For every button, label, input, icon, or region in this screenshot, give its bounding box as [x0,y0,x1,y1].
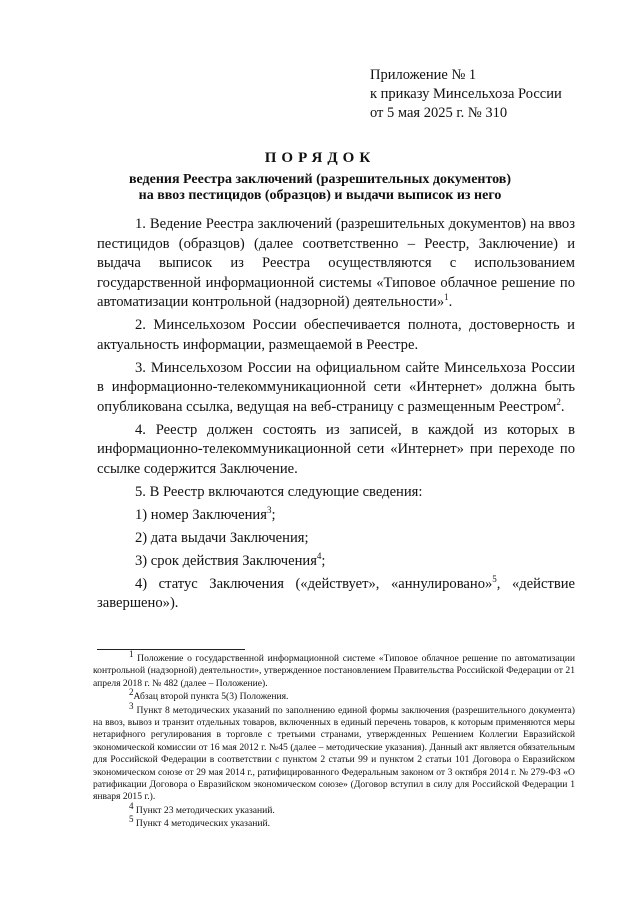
footnote-ref-1: 1 [444,292,449,303]
footnote-2 [93,687,575,703]
list-item-3-end: ; [321,552,326,569]
footnote-1 [93,648,575,690]
footnote-5 [93,814,575,830]
footnote-mark-4: 4 [129,800,134,811]
footnote-ref-4: 4 [316,550,322,561]
footnotes [93,648,575,832]
document-body [97,215,575,617]
list-item-4-text: 4) статус Заключения («действует», «аннулировано» [135,575,493,592]
document-subtitle-line-1: ведения Реестра заключений (разрешительных документов) [128,172,512,187]
list-item-2: 2) дата выдачи Заключения; [135,529,309,546]
footnote-2-text: Абзац второй пункта 5(3) Положения. [133,691,289,703]
list-item-3 [97,552,575,572]
paragraph-3 [97,359,575,418]
list-item-1-end: ; [271,506,276,523]
footnote-3-text: Пункт 8 методических указаний по заполнению единой формы заключения (разрешительного документа) на ввоз, вывоз и транзит отдельных товаров, включенных в единый перечень товаров, к которым применяются меры нетарифного регулирования в торговле с третьими странами, утвержденных Решением Коллегии Евразийской экономической комиссии от 16 мая 2012 г. №45 (далее – методические указания). Данный акт является обязательным для Российской Федерации в соответствии с пунктом 2 статьи 99 и пунктом 2 статьи 101 Договора о Евразийском экономическом союзе от 29 мая 2014 г., ратифицированного Федеральным законом от 3 октября 2014 г. № 279-ФЗ «О ратификации Договора о Евразийском экономическом союзе» (Договор вступил в силу для Российской Федерации 1 января 2015 г.). [93,704,575,803]
paragraph-1-text: 1. Ведение Реестра заключений (разрешительных документов) на ввоз пестицидов (образцов) (далее соответственно – Реестр, Заключение) и выдача выписок из Реестра осуществляются с использованием государственной информационной системы «Типовое облачное решение по автоматизации контрольной (надзорной) деятельности» [97,216,575,310]
appendix-line-1: Приложение № 1 [370,67,477,83]
footnote-mark-5: 5 [129,814,134,825]
paragraph-4: 4. Реестр должен состоять из записей, в каждой из которых в информационно-телекоммуникационной сети «Интернет» при переходе по ссылке содержится Заключение. [97,421,575,477]
footnote-5-text: Пункт 4 методических указаний. [135,818,271,830]
paragraph-3-text: 3. Минсельхозом России на официальном сайте Минсельхоза России в информационно-телекоммуникационной сети «Интернет» должна быть опубликована ссылка, ведущая на веб-страницу с размещенным Реестром [97,359,575,415]
footnote-ref-5: 5 [492,573,497,584]
document-subtitle-line-2: на ввоз пестицидов (образцов) и выдачи выписок из него [138,188,502,203]
appendix-line-3: от 5 мая 2025 г. № 310 [370,105,508,121]
paragraph-5: 5. В Реестр включаются следующие сведения: [135,483,423,500]
footnote-ref-2: 2 [556,396,561,407]
paragraph-1 [97,215,575,313]
document-title: ПОРЯДОК [264,150,376,166]
footnote-1-text: Положение о государственной информационной системе «Типовое облачное решение по автоматизации контрольной (надзорной) деятельности», утвержденное постановлением Правительства Российской Федерации от 21 апреля 2018 г. № 482 (далее – Положение). [93,653,575,689]
appendix-header [370,66,562,123]
footnote-4-text: Пункт 23 методических указаний. [135,804,275,816]
footnote-ref-3: 3 [266,504,272,515]
paragraph-3-end: . [560,398,565,415]
list-item-3-text: 3) срок действия Заключения [135,552,317,569]
list-item-4-end: , «действие завершено»). [97,575,575,611]
paragraph-1-end: . [448,294,453,310]
footnote-3 [93,700,575,804]
paragraph-2: 2. Минсельхозом России обеспечивается полнота, достоверность и актуальность информации, размещаемой в Реестре. [97,317,575,353]
footnote-mark-2: 2 [129,687,134,698]
appendix-line-2: к приказу Минсельхоза России [370,86,562,102]
footnote-separator [97,649,245,650]
footnote-mark-1: 1 [129,648,134,659]
footnote-mark-3: 3 [129,700,134,711]
list-item-1-text: 1) номер Заключения [135,506,267,523]
footnote-4 [93,800,575,817]
list-item-4 [97,575,575,614]
list-item-1 [97,506,575,526]
